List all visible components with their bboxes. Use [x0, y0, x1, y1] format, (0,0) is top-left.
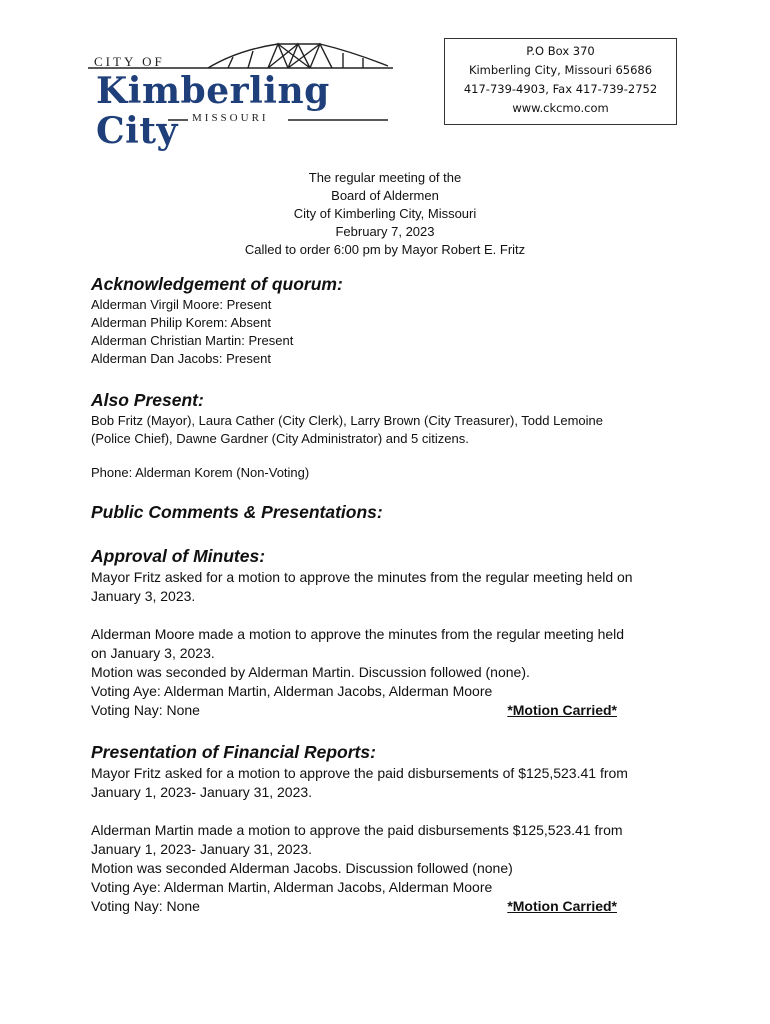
- quorum-heading: Acknowledgement of quorum:: [91, 274, 343, 294]
- financial-motion: Alderman Martin made a motion to approve the paid disbursements $125,523.41 from: [91, 822, 623, 838]
- quorum-item: Alderman Philip Korem: Absent: [91, 315, 271, 330]
- minutes-vote-row: [91, 701, 617, 720]
- minutes-body: [91, 272, 691, 916]
- meeting-line: City of Kimberling City, Missouri: [293, 206, 477, 221]
- minutes-motion: on January 3, 2023.: [91, 645, 215, 661]
- also-present-heading: Also Present:: [91, 390, 204, 410]
- also-present-line: Bob Fritz (Mayor), Laura Cather (City Clerk), Larry Brown (City Treasurer), Todd Lemoine: [91, 413, 603, 428]
- financial-request: Mayor Fritz asked for a motion to approve the paid disbursements of $125,523.41 from: [91, 765, 628, 781]
- phone-attendee: Phone: Alderman Korem (Non-Voting): [91, 465, 310, 480]
- minutes-voting-aye: Voting Aye: Alderman Martin, Alderman Jacobs, Alderman Moore: [91, 683, 493, 699]
- meeting-line: Board of Aldermen: [331, 188, 439, 203]
- minutes-voting-nay: Voting Nay: None: [91, 702, 200, 718]
- logo-state: MISSOURI: [192, 112, 269, 124]
- financial-voting-aye: Voting Aye: Alderman Martin, Alderman Jacobs, Alderman Moore: [91, 879, 493, 895]
- quorum-item: Alderman Dan Jacobs: Present: [91, 351, 271, 366]
- address-phone: 417-739-4903, Fax 417-739-2752: [463, 82, 658, 96]
- address-website: www.ckcmo.com: [512, 101, 609, 115]
- meeting-line: The regular meeting of the: [308, 170, 462, 185]
- logo-city-of: CITY OF: [94, 54, 165, 69]
- approval-minutes-heading: Approval of Minutes:: [91, 546, 266, 566]
- financial-second: Motion was seconded Alderman Jacobs. Discussion followed (none): [91, 860, 513, 876]
- quorum-item: Alderman Christian Martin: Present: [91, 333, 294, 348]
- meeting-call-to-order: Called to order 6:00 pm by Mayor Robert E. Fritz: [244, 242, 526, 257]
- minutes-motion-carried: *Motion Carried*: [507, 702, 617, 718]
- financial-motion: January 1, 2023- January 31, 2023.: [91, 841, 313, 857]
- address-city: Kimberling City, Missouri 65686: [468, 63, 653, 77]
- minutes-motion: Alderman Moore made a motion to approve the minutes from the regular meeting held: [91, 626, 625, 642]
- financial-motion-carried: *Motion Carried*: [507, 898, 617, 914]
- financial-reports-heading: Presentation of Financial Reports:: [91, 742, 376, 762]
- meeting-date: February 7, 2023: [335, 224, 435, 239]
- logo-city-name: Kimberling City: [96, 70, 330, 152]
- financial-vote-row: [91, 897, 617, 916]
- address-box: [444, 38, 677, 125]
- city-logo: [88, 40, 398, 152]
- quorum-item: Alderman Virgil Moore: Present: [91, 297, 272, 312]
- minutes-request: January 3, 2023.: [91, 588, 196, 604]
- public-comments-heading: Public Comments & Presentations:: [91, 502, 383, 522]
- minutes-request: Mayor Fritz asked for a motion to approve the minutes from the regular meeting held on: [91, 569, 633, 585]
- minutes-second: Motion was seconded by Alderman Martin. Discussion followed (none).: [91, 664, 530, 680]
- address-po-box: P.O Box 370: [526, 44, 595, 58]
- financial-request: January 1, 2023- January 31, 2023.: [91, 784, 313, 800]
- meeting-header: [0, 169, 770, 259]
- financial-voting-nay: Voting Nay: None: [91, 898, 200, 914]
- also-present-line: (Police Chief), Dawne Gardner (City Administrator) and 5 citizens.: [91, 431, 469, 446]
